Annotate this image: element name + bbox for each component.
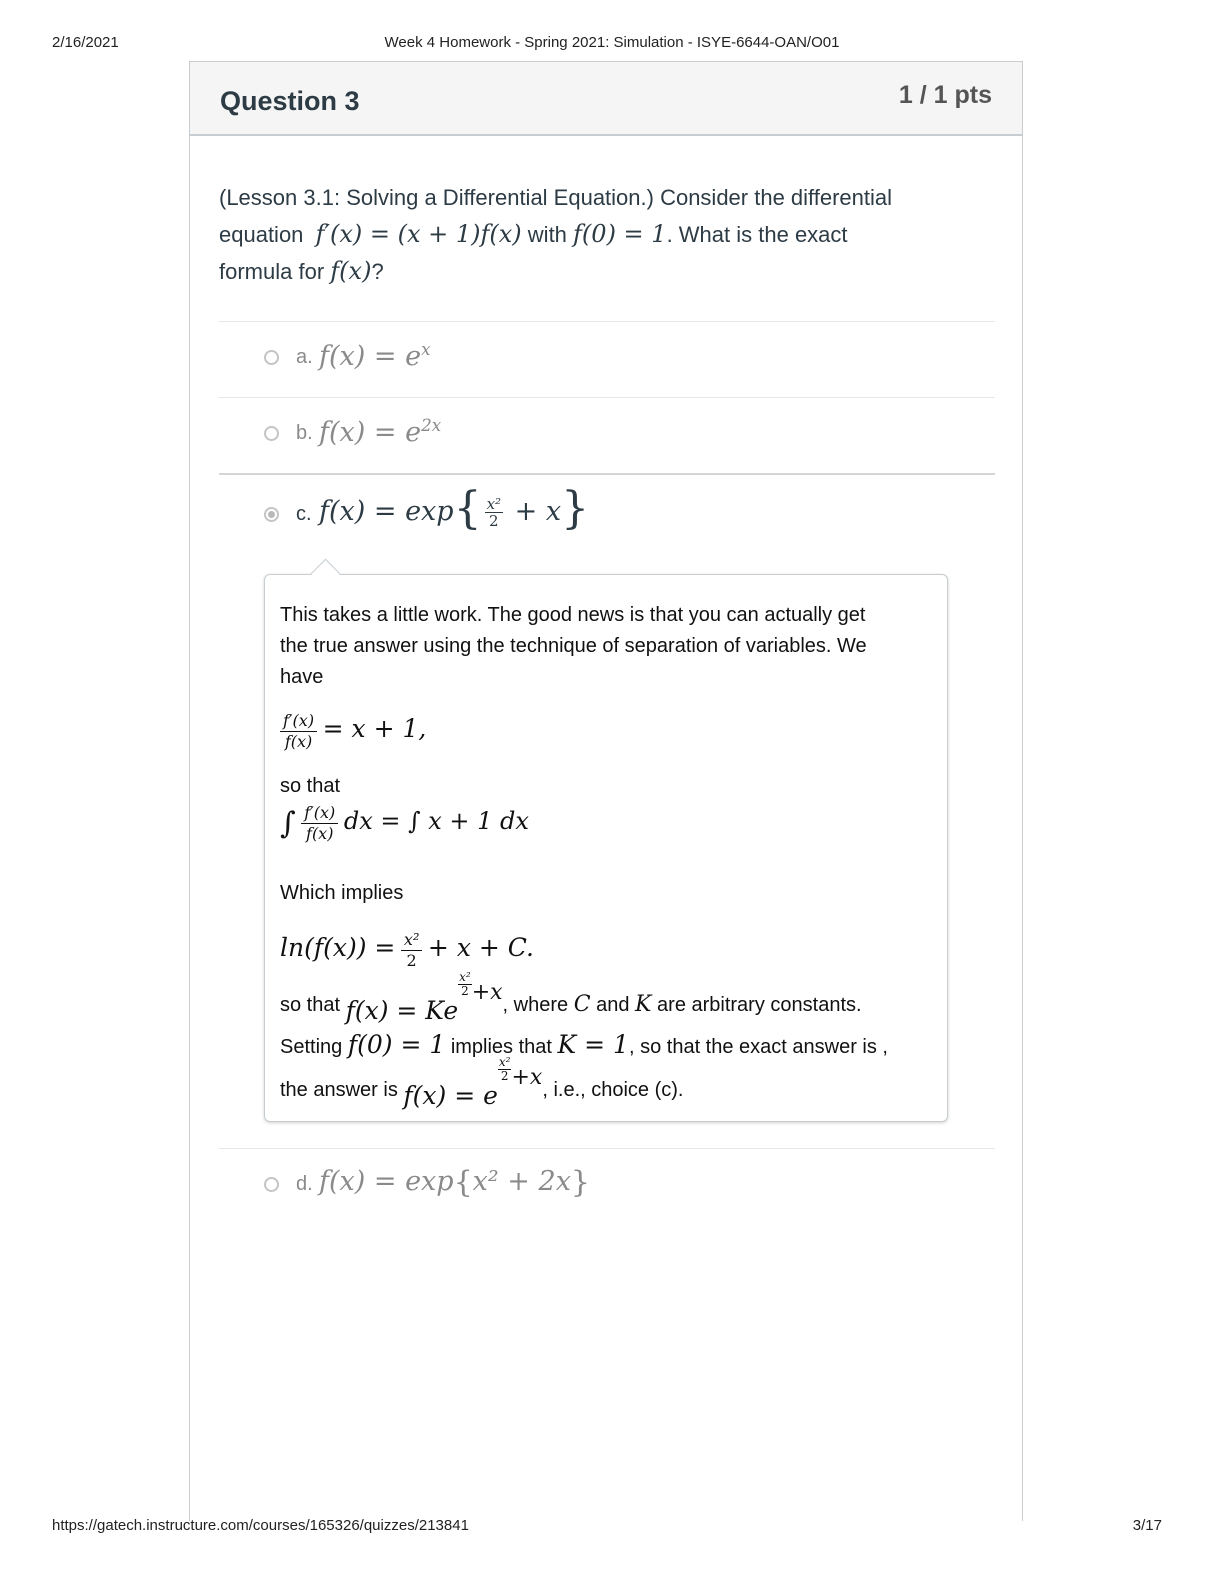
print-footer [52, 1517, 1172, 1534]
comment-line-4: so that f(x) = Ke $\frac{\text{x²}}{2}$ +x, where C and K are arbitrary constants. [280, 970, 862, 1025]
comment-intro: This takes a little work. The good news is that you can actually get the true answer using the technique of separation of variables. We have [280, 604, 867, 688]
comment-equation-3: ln(f(x)) = $\frac{\text{x²}}{2}$ + x + C. [280, 930, 534, 970]
ode-equation: f′(x) = (x + 1)f(x) [315, 220, 522, 248]
answer-feedback-comment [264, 574, 948, 1122]
answer-radio-b[interactable] [264, 426, 279, 441]
comment-equation-1: $\frac{f'(x)}{f(x)}$ = x + 1, [280, 711, 426, 752]
print-url: https://gatech.instructure.com/courses/165326/quizzes/213841 [52, 1517, 469, 1534]
comment-equation-2: ∫ $\frac{f'(x)}{f(x)}$ dx = ∫ x + 1 dx [280, 803, 529, 843]
answer-radio-a[interactable] [264, 350, 279, 365]
answer-radio-c[interactable] [264, 507, 279, 522]
print-header [52, 34, 1172, 54]
print-title: Week 4 Homework - Spring 2021: Simulation - ISYE-6644-OAN/O01 [384, 34, 840, 51]
comment-so-that-1: so that [280, 775, 341, 797]
answer-option-a[interactable]: a. $f(x) = e^x$ [219, 321, 995, 397]
question-title: Question 3 [220, 86, 360, 116]
question-line-3: formula for f(x)? [219, 257, 384, 285]
comment-line-5: Setting f(0) = 1 implies that K = 1, so that the exact answer is , [280, 1030, 888, 1059]
question-points: 1 / 1 pts [898, 81, 992, 109]
comment-line-6: the answer is f(x) = e $\frac{\text{x²}}{2}$ +x, i.e., choice (c). [280, 1055, 684, 1110]
comment-which-implies: Which implies [280, 882, 404, 904]
answer-radio-d[interactable] [264, 1177, 279, 1192]
answer-formula-d: f(x) = exp{x² + 2x} [319, 1165, 591, 1200]
answer-formula-c: f(x) = exp{ $\frac{\text{x²}}{2}$ + x} [319, 483, 590, 534]
question-line-1: (Lesson 3.1: Solving a Differential Equation.) Consider the differential [219, 185, 893, 210]
answer-formula-a: $f(x) = e^x$ [319, 339, 431, 372]
answer-option-c[interactable]: c. f(x) = exp{ $\frac{\text{x²}}{2}$ + x} [219, 473, 995, 1148]
print-date: 2/16/2021 [52, 34, 119, 51]
print-page-number: 3/17 [1132, 1517, 1162, 1534]
answer-option-b[interactable]: b. $f(x) = e^{2x}$ [219, 397, 995, 473]
question-text [219, 180, 979, 290]
answer-formula-b: $f(x) = e^{2x}$ [319, 415, 442, 448]
initial-condition: f(0) = 1 [573, 220, 667, 248]
answer-option-d[interactable]: d. f(x) = exp{x² + 2x} [219, 1148, 995, 1238]
question-header [190, 62, 1022, 136]
question-line-2: equation f′(x) = (x + 1)f(x) with f(0) = 1. What is the exact [219, 220, 848, 248]
